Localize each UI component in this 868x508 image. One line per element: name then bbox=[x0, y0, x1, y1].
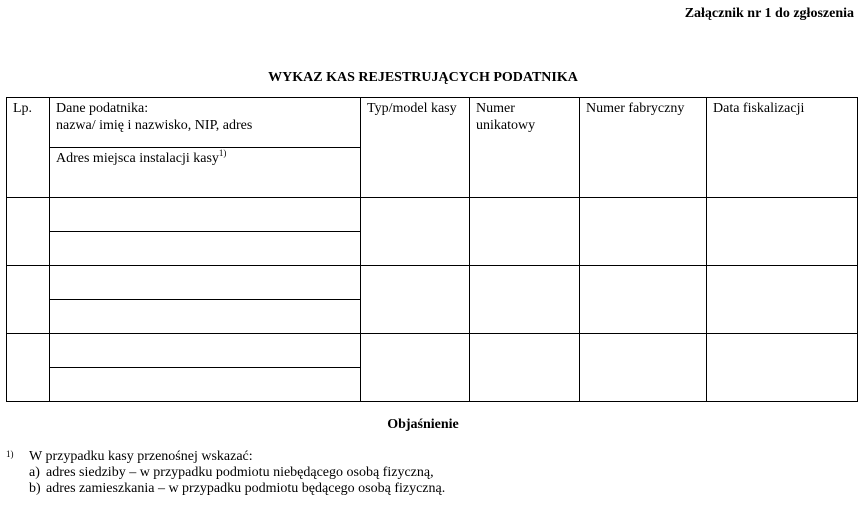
footnote-item-b bbox=[29, 481, 445, 497]
cell-taxpayer-group bbox=[50, 266, 361, 334]
footnote-item-a bbox=[29, 465, 445, 481]
attachment-label: Załącznik nr 1 do zgłoszenia bbox=[684, 6, 854, 21]
header-taxpayer-cell bbox=[50, 98, 361, 198]
table-header-row bbox=[7, 98, 858, 198]
cell-serial-number[interactable] bbox=[580, 334, 707, 402]
cell-taxpayer[interactable] bbox=[50, 198, 360, 232]
footnote-intro: W przypadku kasy przenośnej wskazać: bbox=[29, 449, 253, 464]
header-serial-number: Numer fabryczny bbox=[580, 98, 707, 198]
footnote bbox=[6, 449, 445, 497]
header-taxpayer bbox=[50, 98, 360, 148]
cell-model[interactable] bbox=[361, 198, 470, 266]
cell-unique-number[interactable] bbox=[470, 266, 580, 334]
cell-serial-number[interactable] bbox=[580, 198, 707, 266]
table-row bbox=[7, 198, 858, 266]
cell-taxpayer-group bbox=[50, 198, 361, 266]
cell-lp[interactable] bbox=[7, 266, 50, 334]
cell-install-address[interactable] bbox=[50, 232, 360, 265]
footnote-item-letter: b) bbox=[29, 481, 41, 496]
cell-install-address[interactable] bbox=[50, 368, 360, 401]
header-unique-number bbox=[470, 98, 580, 198]
cell-model[interactable] bbox=[361, 334, 470, 402]
cell-lp[interactable] bbox=[7, 198, 50, 266]
footnote-item-text: adres siedziby – w przypadku podmiotu niebędącego osobą fizyczną, bbox=[46, 465, 434, 480]
cell-serial-number[interactable] bbox=[580, 266, 707, 334]
cell-model[interactable] bbox=[361, 266, 470, 334]
header-unique-number-line1: Numer bbox=[476, 101, 515, 116]
cell-unique-number[interactable] bbox=[470, 334, 580, 402]
footnote-item-text: adres zamieszkania – w przypadku podmiotu będącego osobą fizyczną. bbox=[46, 481, 446, 496]
cell-taxpayer[interactable] bbox=[50, 334, 360, 368]
table-row bbox=[7, 334, 858, 402]
header-taxpayer-line2: nazwa/ imię i nazwisko, NIP, adres bbox=[56, 118, 253, 133]
header-model: Typ/model kasy bbox=[361, 98, 470, 198]
cell-unique-number[interactable] bbox=[470, 198, 580, 266]
footnote-mark: 1) bbox=[6, 449, 14, 459]
cell-lp[interactable] bbox=[7, 334, 50, 402]
cell-install-address[interactable] bbox=[50, 300, 360, 333]
header-install-address bbox=[50, 148, 360, 197]
header-fiscalization-date: Data fiskalizacji bbox=[707, 98, 858, 198]
cell-fiscalization-date[interactable] bbox=[707, 198, 858, 266]
table-row bbox=[7, 266, 858, 334]
cell-taxpayer[interactable] bbox=[50, 266, 360, 300]
explanation-title: Objaśnienie bbox=[387, 417, 459, 432]
header-lp: Lp. bbox=[7, 98, 50, 198]
header-install-address-label: Adres miejsca instalacji kasy bbox=[56, 151, 219, 166]
cell-fiscalization-date[interactable] bbox=[707, 266, 858, 334]
registers-table bbox=[6, 97, 858, 402]
cell-taxpayer-group bbox=[50, 334, 361, 402]
header-unique-number-line2: unikatowy bbox=[476, 118, 536, 133]
cell-fiscalization-date[interactable] bbox=[707, 334, 858, 402]
page-title: WYKAZ KAS REJESTRUJĄCYCH PODATNIKA bbox=[268, 70, 578, 85]
header-taxpayer-line1: Dane podatnika: bbox=[56, 101, 149, 116]
footnote-ref: 1) bbox=[218, 148, 227, 158]
footnote-item-letter: a) bbox=[29, 465, 40, 480]
